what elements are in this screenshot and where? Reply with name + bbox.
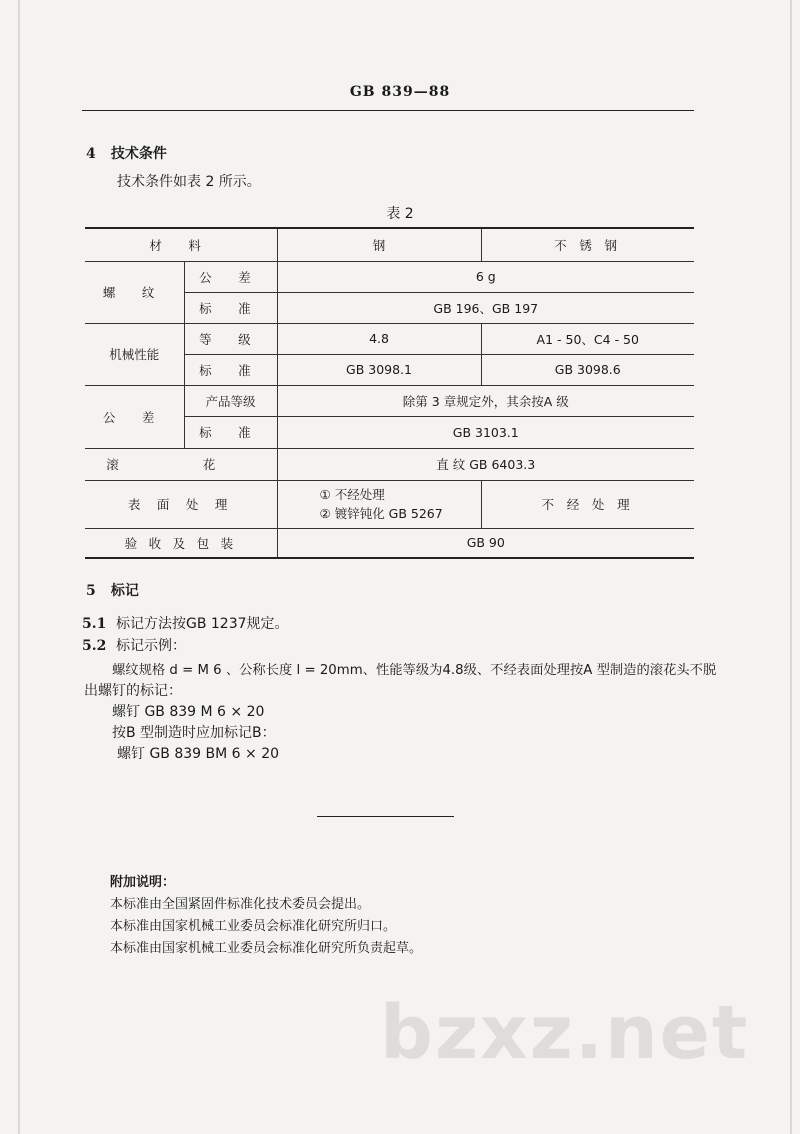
table-row	[85, 385, 694, 416]
table-row	[85, 480, 694, 528]
mech-grade-label: 等 级	[184, 323, 277, 354]
surface-stainless: 不 经 处 理	[481, 480, 694, 528]
mech-label: 机械性能	[85, 323, 184, 385]
table-row	[85, 261, 694, 292]
table-row	[85, 448, 694, 480]
spec-table	[85, 227, 694, 559]
mech-standard-label: 标 准	[184, 354, 277, 385]
header-material: 材 料	[85, 228, 277, 261]
tolerance-label: 公 差	[85, 385, 184, 448]
mech-grade-stainless: A1 - 50、C4 - 50	[481, 323, 694, 354]
clause-5-2	[82, 635, 186, 655]
thread-label: 螺 纹	[85, 261, 184, 323]
section-5-title: 标记	[110, 583, 139, 599]
example-description: 螺纹规格 d = M 6 、公称长度 l = 20mm、性能等级为4.8级、不经表面处理按A 型制造的滚花头不脱	[112, 663, 717, 678]
section-4-title: 技术条件	[110, 146, 167, 162]
section-4-heading	[86, 143, 167, 163]
surface-label: 表 面 处 理	[85, 480, 277, 528]
section-5-number: 5	[86, 583, 96, 599]
surface-steel	[277, 480, 481, 528]
surface-steel-option-1: ① 不经处理	[319, 487, 385, 502]
thread-tolerance-label: 公 差	[184, 261, 277, 292]
thread-standard-label: 标 准	[184, 292, 277, 323]
mech-grade-steel: 4.8	[277, 323, 481, 354]
standard-code-header: GB 839—88	[349, 84, 451, 100]
watermark: bzxz.net	[380, 990, 750, 1076]
surface-steel-option-2: ② 镀锌钝化 GB 5267	[319, 506, 443, 521]
mech-standard-steel: GB 3098.1	[277, 354, 481, 385]
table-row	[85, 323, 694, 354]
product-grade-label: 产品等级	[184, 385, 277, 416]
notes-title: 附加说明：	[110, 875, 176, 890]
table-header-row	[85, 228, 694, 261]
table-row	[85, 528, 694, 558]
note-line-3: 本标准由国家机械工业委员会标准化研究所负责起草。	[110, 941, 423, 956]
thread-standard-value: GB 196、GB 197	[277, 292, 694, 323]
header-stainless: 不 锈 钢	[481, 228, 694, 261]
marking-example-a: 螺钉 GB 839 M 6 × 20	[112, 704, 265, 720]
thread-tolerance-value: 6 g	[277, 261, 694, 292]
knurl-value: 直 纹 GB 6403.3	[277, 448, 694, 480]
section-4-number: 4	[86, 146, 96, 162]
product-grade-value: 除第 3 章规定外，其余按A 级	[277, 385, 694, 416]
marking-example-b: 螺钉 GB 839 BM 6 × 20	[117, 746, 280, 762]
note-line-1: 本标准由全国紧固件标准化技术委员会提出。	[110, 897, 371, 912]
clause-5-2-text: 标记示例：	[116, 638, 186, 654]
mech-standard-stainless: GB 3098.6	[481, 354, 694, 385]
clause-5-1-text: 标记方法按GB 1237规定。	[116, 616, 289, 632]
clause-5-2-number: 5.2	[82, 638, 107, 654]
clause-5-1-number: 5.1	[82, 616, 107, 632]
acceptance-value: GB 90	[277, 528, 694, 558]
tolerance-standard-label: 标 准	[184, 416, 277, 448]
tolerance-standard-value: GB 3103.1	[277, 416, 694, 448]
note-line-2: 本标准由国家机械工业委员会标准化研究所归口。	[110, 919, 397, 934]
example-description-cont: 出螺钉的标记：	[84, 683, 182, 699]
clause-5-1	[82, 613, 289, 633]
header-rule	[82, 110, 694, 111]
section-4-intro: 技术条件如表 2 所示。	[117, 174, 261, 190]
section-divider	[317, 816, 454, 817]
table-caption: 表 2	[386, 206, 414, 222]
type-b-note: 按B 型制造时应加标记B：	[112, 725, 276, 741]
header-steel: 钢	[277, 228, 481, 261]
acceptance-label: 验 收 及 包 装	[85, 528, 277, 558]
knurl-label: 滚 花	[85, 448, 277, 480]
section-5-heading	[86, 580, 139, 600]
